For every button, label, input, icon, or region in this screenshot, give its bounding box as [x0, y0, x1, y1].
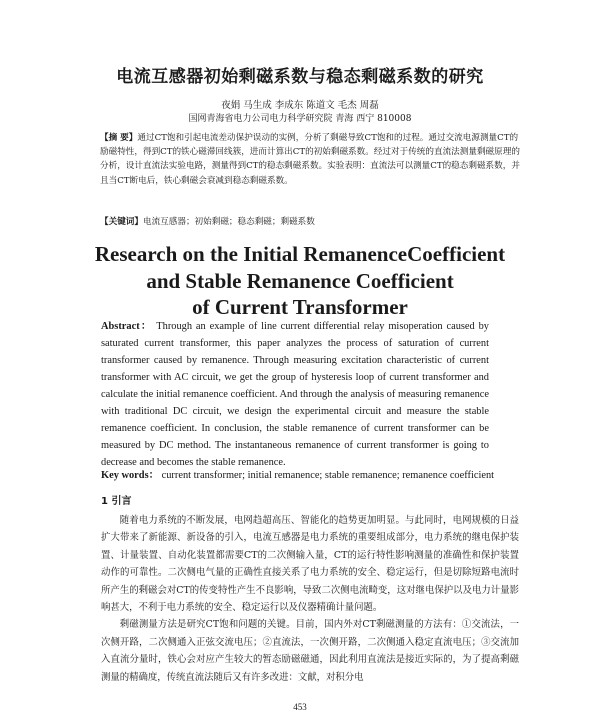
body-text — [101, 512, 519, 686]
english-keywords-label: Key words： — [101, 470, 160, 481]
chinese-keywords — [100, 215, 520, 227]
chinese-abstract — [100, 131, 520, 188]
body-paragraph: 剩磁测量方法是研究CT饱和问题的关键。目前，国内外对CT剩磁测量的方法有：①交流法，一次侧开路，二次侧通入正弦交流电压；②直流法，一次侧开路，二次侧通入稳定直流电压；③交流加入直流分量时，铁心会对应产生较大的暂态励磁磁通，因此利用直流法是接近实际的，为了提高剩磁测量的精确度，传统直流法随后又有许多改进：文献，对积分电 — [101, 619, 519, 683]
english-title-line: of Current Transformer — [192, 295, 408, 319]
chinese-title: 电流互感器初始剩磁系数与稳态剩磁系数的研究 — [116, 67, 484, 87]
author-list: 夜娟 马生成 李成东 陈道文 毛杰 周磊 — [221, 100, 379, 111]
chinese-abstract-text: 通过CT饱和引起电流差动保护误动的实例，分析了剩磁导致CT饱和的过程。通过交流电源测量CT的励磁特性，得到CT的铁心磁滞回线簇，进而计算出CT的初始剩磁系数。经过对于传统的直流法测量剩磁原理的分析，设计直流法实验电路，测量得到CT的稳态剩磁系数。实验表明：直流法可以测量CT的稳态剩磁系数，并且当CT断电后，铁心剩磁会衰减到稳态剩磁系数。 — [100, 133, 520, 186]
page-number: 453 — [293, 702, 307, 712]
english-abstract — [101, 318, 489, 471]
chinese-keywords-text: 电流互感器；初始剩磁；稳态剩磁；剩磁系数 — [142, 217, 315, 227]
english-abstract-text: Through an example of line current differential relay misoperation caused by saturated current transformer, this paper analyzes the process of saturation of current transformer caused by remanence. Through measuring excitation characteristic of current transformer with AC circuit, we get the group of hysteresis loop of current transformer and calculate the initial remanence coefficient. And through the analysis of measuring remanence with traditional DC circuit, we design the experimental circuit and measure the stable remanence coefficient. In conclusion, the stable remanence of current transformer can be measured by DC method. The instantaneous remanence of current transformer is going to decrease and becomes the stable remanence. — [101, 321, 489, 468]
english-title-line: Research on the Initial RemanenceCoefficient — [94, 242, 506, 266]
english-title-line: and Stable Remanence Coefficient — [146, 268, 454, 293]
affiliation: 国网青海省电力公司电力科学研究院 青海 西宁 810008 — [188, 114, 412, 124]
body-paragraph: 随着电力系统的不断发展，电网趋超高压、智能化的趋势更加明显。与此同时，电网规模的日益扩大带来了新能源、新设备的引入，电流互感器是电力系统的重要组成部分，电力系统的继电保护装置、计量装置、自动化装置都需要CT的二次侧输入量，CT的运行特性影响测量的准确性和保护装置动作的可靠性。二次侧电气量的正确性直接关系了电力系统的安全、稳定运行，但是切除短路电流时所产生的剩磁会对CT的传变特性产生不良影响，导致二次侧电流畸变，这对继电保护以及电力计量影响甚大，不利于电力系统的安全、稳定运行以及仪器精确计量问题。 — [101, 515, 519, 614]
english-abstract-label: Abstract： — [101, 321, 153, 332]
english-keywords — [101, 466, 501, 481]
section-heading: 1 引言 — [101, 496, 132, 507]
english-keywords-text: current transformer; initial remanence; stable remanence; remanence coefficient — [161, 470, 495, 481]
english-title — [0, 241, 600, 321]
chinese-abstract-label: 【摘 要】 — [100, 133, 138, 143]
chinese-keywords-label: 【关键词】 — [100, 217, 143, 227]
